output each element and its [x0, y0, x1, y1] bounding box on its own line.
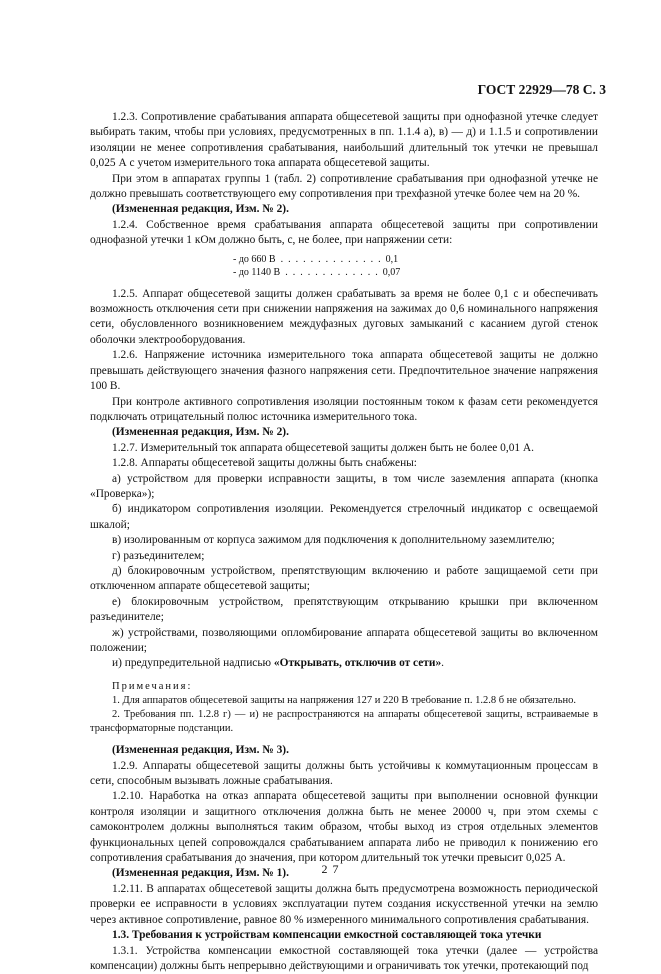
paragraph: 1.2.9. Аппараты общесетевой защиты должны быть устойчивы к коммутационным процессам в сети, способным вызывать ложные срабатывания.: [90, 759, 598, 790]
paragraph: 1.2.4. Собственное время срабатывания аппарата общесетевой защиты при сопротивлении однофазной утечки 1 кОм должно быть, с, не более, при напряжении сети:: [90, 218, 598, 249]
paragraph: 1.2.7. Измерительный ток аппарата общесетевой защиты должен быть не более 0,01 А.: [90, 441, 598, 456]
list-item-suffix: .: [441, 657, 444, 669]
warning-label: «Открывать, отключив от сети»: [274, 657, 441, 669]
section-heading: 1.3. Требования к устройствам компенсации емкостной составляющей тока утечки: [90, 928, 598, 943]
paragraph: 1.2.11. В аппаратах общесетевой защиты должна быть предусмотрена возможность периодической проверки ее исправности в условиях эксплуатации путем создания искусственной утечки на землю через активное сопротивление, равное 80 % измеренного минимального сопротивления срабатывания.: [90, 882, 598, 928]
list-item-text: и) предупредительной надписью: [112, 657, 274, 669]
list-item: г) разъединителем;: [90, 549, 598, 564]
amendment-note: (Измененная редакция, Изм. № 3).: [90, 743, 598, 758]
paragraph: 1.2.5. Аппарат общесетевой защиты должен срабатывать за время не более 0,1 с и обеспечивать возможность отключения сети при снижении напряжения на зажимах до 0,6 номинального напряжения сети, обусловленного возникновением междуфазных дуговых замыканий с касанием дугой стенок оболочки электрооборудования.: [90, 287, 598, 349]
paragraph: При этом в аппаратах группы 1 (табл. 2) сопротивление срабатывания при однофазной утечке не должно превышать соответствующего ему сопротивления при трехфазной утечке более чем на 20 %.: [90, 172, 598, 203]
list-item: в) изолированным от корпуса зажимом для подключения к дополнительному заземлителю;: [90, 533, 598, 548]
paragraph: 1.2.3. Сопротивление срабатывания аппарата общесетевой защиты при однофазной утечке следует выбирать таким, чтобы при условиях, предусмотренных в пп. 1.1.4 а), в) — д) и 1.1.5 и сопротивлении изоляции не менее сопротивления срабатывания, наибольший длительный ток утечки не превышал 0,025 А с учетом измерительного тока аппарата общесетевой защиты.: [90, 110, 598, 172]
amendment-note: (Измененная редакция, Изм. № 2).: [90, 425, 598, 440]
notes-title: Примечания:: [90, 679, 598, 694]
amendment-note: (Измененная редакция, Изм. № 1).: [90, 866, 598, 881]
page-number: 2 7: [0, 862, 661, 877]
spec-row: - до 660 В . . . . . . . . . . . . . . 0,1: [233, 253, 598, 266]
paragraph: 1.2.8. Аппараты общесетевой защиты должны быть снабжены:: [90, 456, 598, 471]
list-item: б) индикатором сопротивления изоляции. Рекомендуется стрелочный индикатор с освещаемой шкалой;: [90, 502, 598, 533]
document-body: [90, 110, 598, 974]
amendment-note: (Измененная редакция, Изм. № 2).: [90, 202, 598, 217]
list-item: д) блокировочным устройством, препятствующим включению и работе защищаемой сети при отключенном аппарате общесетевой защиты;: [90, 564, 598, 595]
list-item: ж) устройствами, позволяющими опломбирование аппарата общесетевой защиты во включенном положении;: [90, 626, 598, 657]
paragraph: 1.2.6. Напряжение источника измерительного тока аппарата общесетевой защиты не должно превышать действующего значения фазного напряжения сети. Предпочтительное значение напряжения 100 В.: [90, 348, 598, 394]
note-item: 1. Для аппаратов общесетевой защиты на напряжения 127 и 220 В требование п. 1.2.8 б не обязательно.: [90, 694, 598, 708]
page-header: ГОСТ 22929—78 С. 3: [478, 82, 606, 98]
paragraph: При контроле активного сопротивления изоляции постоянным током к фазам сети рекомендуется подключать отрицательный полюс источника измерительного тока.: [90, 395, 598, 426]
spec-row: - до 1140 В . . . . . . . . . . . . . 0,07: [233, 266, 598, 279]
list-item: е) блокировочным устройством, препятствующим открыванию крышки при включенном разъединителе;: [90, 595, 598, 626]
list-item: а) устройством для проверки исправности защиты, в том числе заземления аппарата (кнопка «Проверка»);: [90, 472, 598, 503]
note-item: 2. Требования пп. 1.2.8 г) — и) не распространяются на аппараты общесетевой защиты, встраиваемые в трансформаторные подстанции.: [90, 708, 598, 736]
voltage-time-table: [90, 253, 598, 279]
list-item: [90, 656, 598, 671]
paragraph: 1.3.1. Устройства компенсации емкостной составляющей тока утечки (далее — устройства компенсации) должны быть непрерывно действующими и ограничивать ток утечки, протекающий под: [90, 944, 598, 974]
paragraph: 1.2.10. Наработка на отказ аппарата общесетевой защиты при выполнении основной функции контроля изоляции и защитного отключения должна быть не менее 20000 ч, при этом схемы с самоконтролем должны выполняться таким образом, чтобы выход из строя отдельных элементов функциональных цепей сопровождался срабатыванием аппарата либо не приводил к понижению его сопротивления срабатывания до значения, при котором длительный ток утечки превысит 0,025 А.: [90, 789, 598, 866]
